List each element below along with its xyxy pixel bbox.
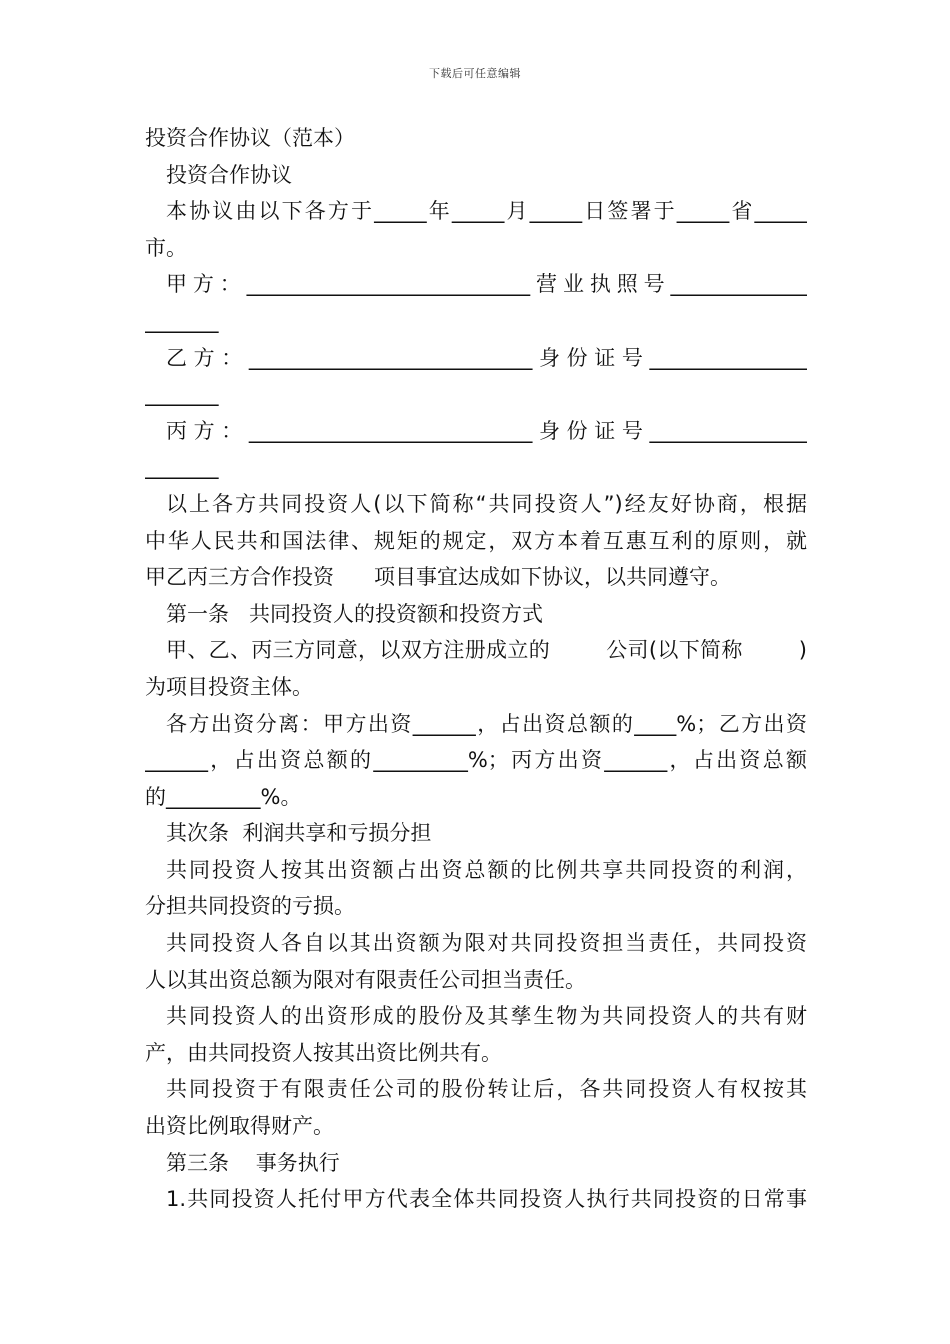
document-line: 丙方：___________________________身份证号_______________ xyxy=(166,418,807,443)
page-header-note: 下载后可任意编辑 xyxy=(429,67,521,80)
document-line: 人以其出资总额为限对有限责任公司担当责任。 xyxy=(145,967,586,992)
document-line: 中华人民共和国法律、规矩的规定，双方本着互惠互利的原则，就 xyxy=(145,528,807,553)
document-line: 市。 xyxy=(145,235,187,260)
document-line: 共同投资人的出资形成的股份及其孳生物为共同投资人的共有财 xyxy=(166,1004,807,1029)
document-line: 乙方：___________________________身份证号_______________ xyxy=(166,345,807,370)
document-line: 甲、乙、丙三方同意，以双方注册成立的 公司(以下简称 ) xyxy=(166,638,807,663)
document-line: 分担共同投资的亏损。 xyxy=(145,894,355,919)
document-line: 第一条 共同投资人的投资额和投资方式 xyxy=(166,601,544,626)
document-line: 为项目投资主体。 xyxy=(145,674,313,699)
document-line: 共同投资人按其出资额占出资总额的比例共享共同投资的利润， xyxy=(166,857,807,882)
document-line: 出资比例取得财产。 xyxy=(145,1114,334,1139)
document-line: ______，占出资总额的_________%；丙方出资______，占出资总额 xyxy=(145,748,807,773)
document-line: 甲方：___________________________营业执照号_____________ xyxy=(166,272,807,297)
document-line: _______ xyxy=(145,455,219,480)
document-line: 第三条 事务执行 xyxy=(166,1150,340,1175)
document-body xyxy=(145,120,807,1218)
document-line: 1.共同投资人托付甲方代表全体共同投资人执行共同投资的日常事 xyxy=(166,1187,807,1212)
document-line: 以上各方共同投资人(以下简称“共同投资人”)经友好协商，根据 xyxy=(166,491,807,516)
document-line: 共同投资人各自以其出资额为限对共同投资担当责任，共同投资 xyxy=(166,931,807,956)
document-line: _______ xyxy=(145,382,219,407)
document-line: 共同投资于有限责任公司的股份转让后，各共同投资人有权按其 xyxy=(166,1077,807,1102)
document-line: 本协议由以下各方于_____年_____月_____日签署于_____省_____ xyxy=(166,199,807,224)
document-line: _______ xyxy=(145,308,219,333)
document-line: 投资合作协议 xyxy=(166,162,292,187)
document-line: 投资合作协议（范本） xyxy=(145,126,355,150)
document-line: 各方出资分离：甲方出资______，占出资总额的____%；乙方出资 xyxy=(166,711,807,736)
document-line: 甲乙丙三方合作投资 项目事宜达成如下协议，以共同遵守。 xyxy=(145,565,732,590)
document-line: 其次条 利润共享和亏损分担 xyxy=(166,821,432,846)
document-line: 产，由共同投资人按其出资比例共有。 xyxy=(145,1040,502,1065)
document-line: 的_________%。 xyxy=(145,784,302,809)
